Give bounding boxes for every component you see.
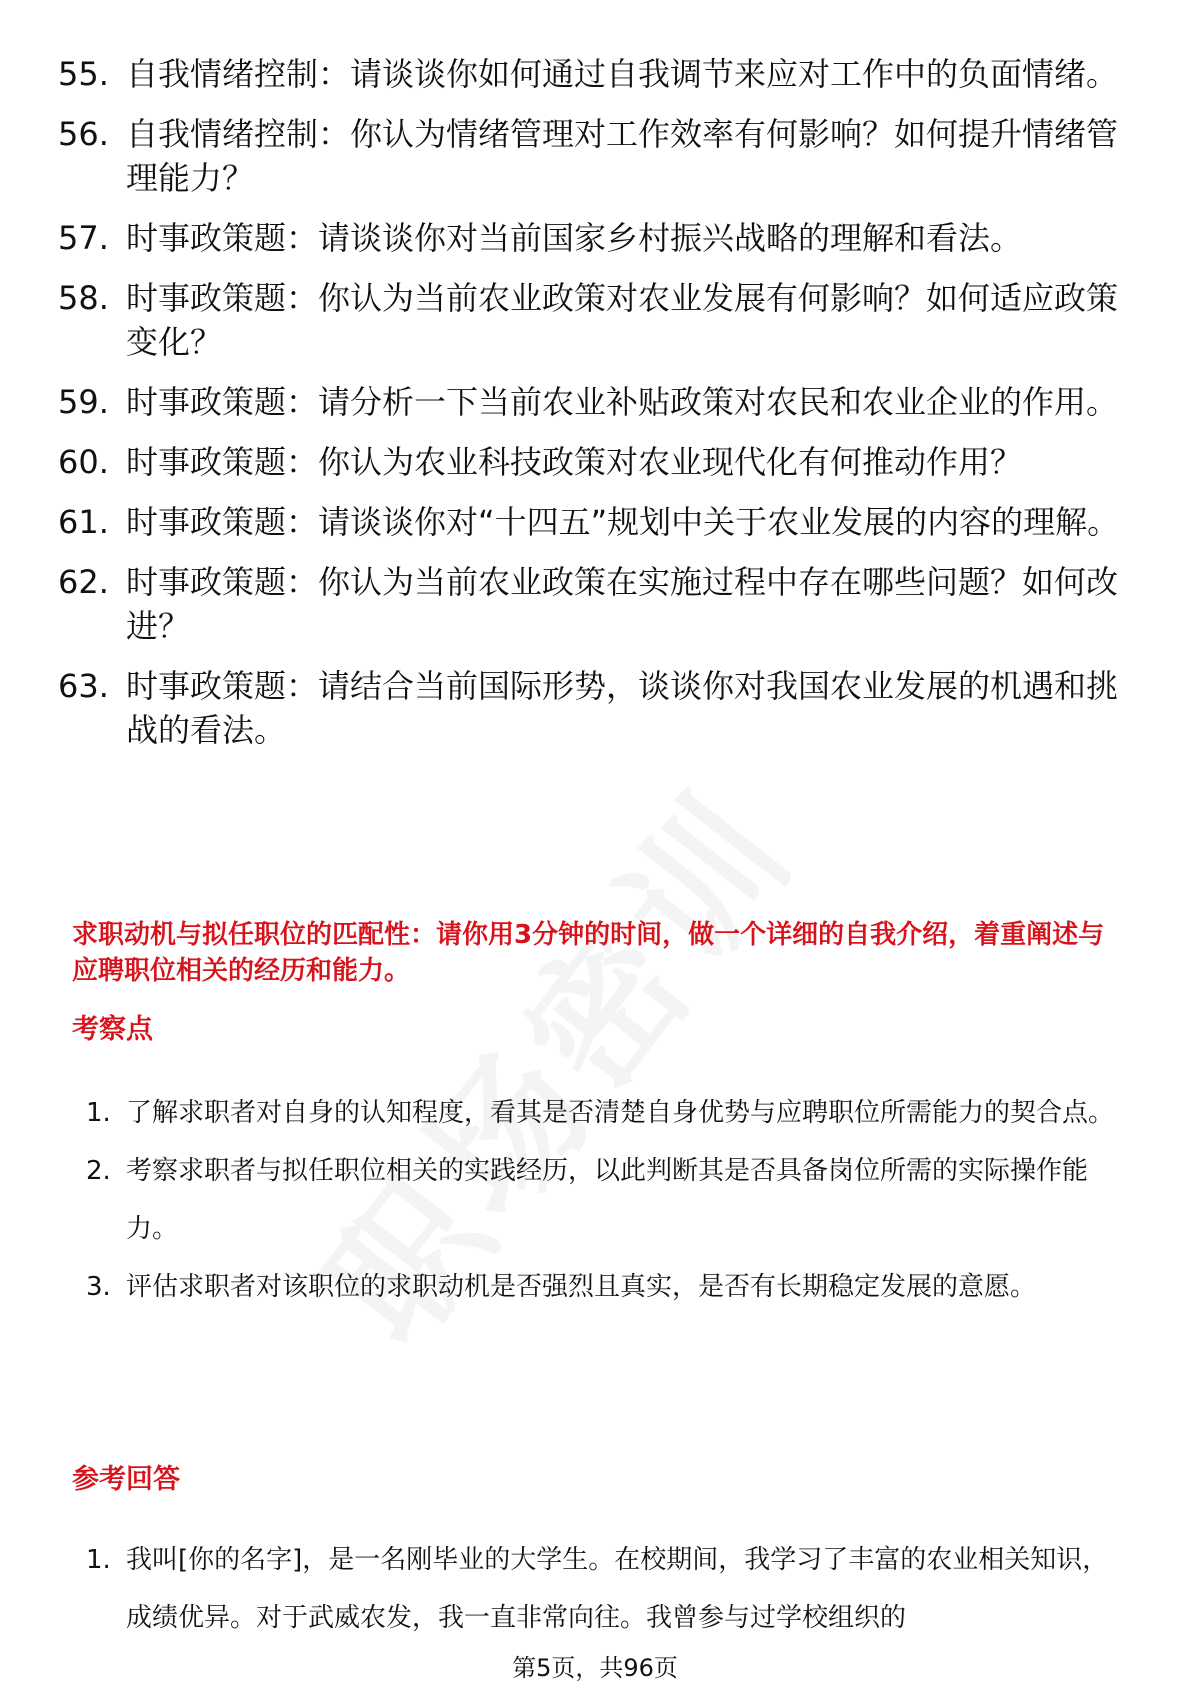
question-item [58, 380, 1128, 424]
question-number: 58. [58, 279, 109, 317]
question-list [58, 52, 1128, 768]
question-number: 56. [58, 115, 109, 153]
question-text: 自我情绪控制：你认为情绪管理对工作效率有何影响？如何提升情绪管理能力？ [126, 115, 1119, 197]
question-text: 时事政策题：请分析一下当前农业补贴政策对农民和农业企业的作用。 [126, 383, 1119, 421]
question-text: 时事政策题：你认为当前农业政策对农业发展有何影响？如何适应政策变化？ [126, 279, 1119, 361]
question-item [58, 112, 1128, 200]
question-text: 时事政策题：你认为农业科技政策对农业现代化有何推动作用？ [126, 443, 1023, 481]
question-number: 60. [58, 443, 109, 481]
question-item [58, 276, 1128, 364]
point-text: 评估求职者对该职位的求职动机是否强烈且真实，是否有长期稳定发展的意愿。 [126, 1272, 1037, 1302]
question-item [58, 440, 1128, 484]
question-number: 62. [58, 563, 109, 601]
examine-point [86, 1258, 1116, 1316]
question-text: 自我情绪控制：请谈谈你如何通过自我调节来应对工作中的负面情绪。 [126, 55, 1119, 93]
question-number: 55. [58, 55, 109, 93]
page-footer: 第5页，共96页 [512, 1654, 678, 1682]
examine-point [86, 1142, 1116, 1258]
examine-points-list [86, 1084, 1116, 1316]
question-item [58, 52, 1128, 96]
question-text: 时事政策题：请结合当前国际形势，谈谈你对我国农业发展的机遇和挑战的看法。 [126, 667, 1119, 749]
reference-answer-list [86, 1531, 1116, 1647]
section-heading: 求职动机与拟任职位的匹配性：请你用3分钟的时间，做一个详细的自我介绍，着重阐述与应聘职位相关的经历和能力。 [72, 920, 1105, 986]
point-number: 3. [86, 1272, 111, 1302]
question-number: 63. [58, 667, 109, 705]
question-item [58, 560, 1128, 648]
question-number: 61. [58, 503, 109, 541]
point-number: 1. [86, 1098, 111, 1128]
point-text: 考察求职者与拟任职位相关的实践经历，以此判断其是否具备岗位所需的实际操作能力。 [126, 1156, 1089, 1244]
question-item [58, 500, 1128, 544]
answer-number: 1. [86, 1545, 111, 1575]
question-text: 时事政策题：请谈谈你对“十四五”规划中关于农业发展的内容的理解。 [126, 503, 1120, 541]
point-number: 2. [86, 1156, 111, 1186]
reference-answer-title: 参考回答 [72, 1464, 180, 1495]
question-item [58, 664, 1128, 752]
question-text: 时事政策题：请谈谈你对当前国家乡村振兴战略的理解和看法。 [126, 219, 1023, 257]
question-item [58, 216, 1128, 260]
answer-text: 我叫[你的名字]，是一名刚毕业的大学生。在校期间，我学习了丰富的农业相关知识，成绩优异。对于武威农发，我一直非常向往。我曾参与过学校组织的 [126, 1545, 1109, 1633]
point-text: 了解求职者对自身的认知程度，看其是否清楚自身优势与应聘职位所需能力的契合点。 [126, 1098, 1115, 1128]
answer-item [86, 1531, 1116, 1647]
question-number: 59. [58, 383, 109, 421]
examine-points-title: 考察点 [72, 1014, 153, 1045]
examine-point [86, 1084, 1116, 1142]
question-text: 时事政策题：你认为当前农业政策在实施过程中存在哪些问题？如何改进？ [126, 563, 1119, 645]
question-number: 57. [58, 219, 109, 257]
